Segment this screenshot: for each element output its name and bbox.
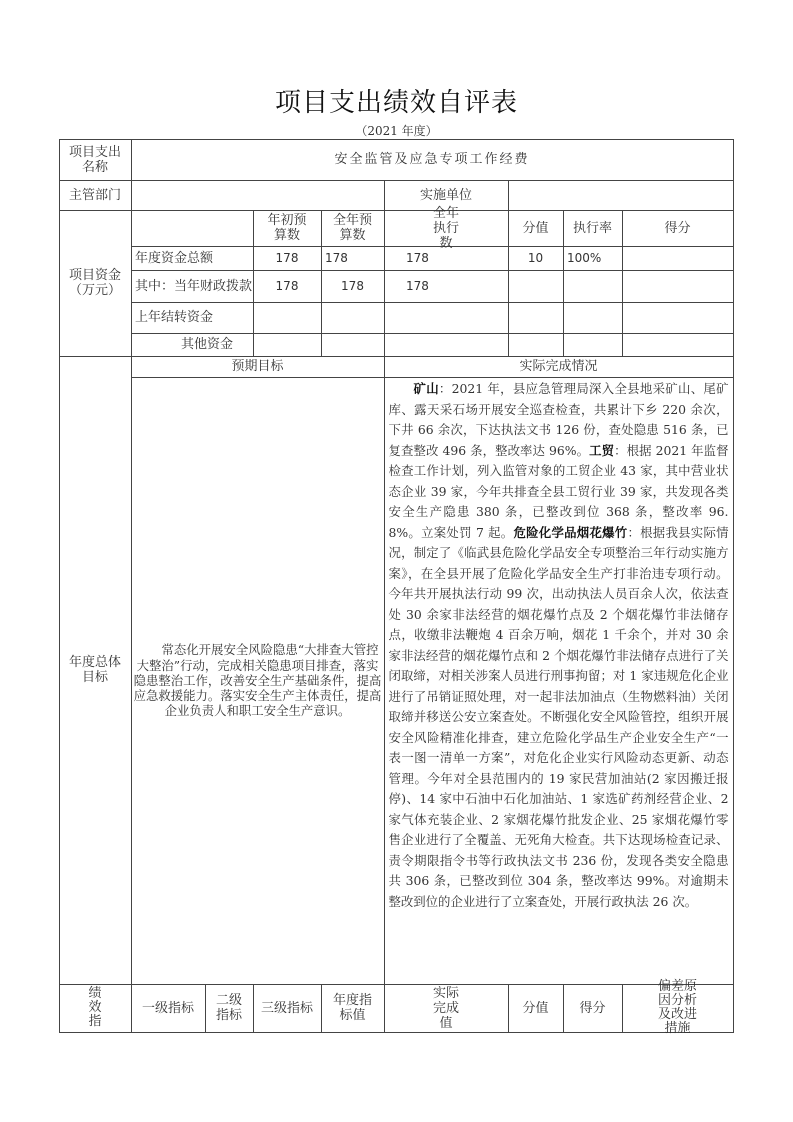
funds-row-score-value [508, 302, 564, 334]
funds-row-rate [563, 302, 623, 334]
funds-row-initial [253, 302, 322, 334]
funds-row-rate [563, 333, 623, 357]
actual-completion-text [385, 377, 733, 912]
dept-value [131, 180, 385, 211]
indicator-header-level3: 三级指标 [253, 984, 322, 1033]
indicator-header-score-value: 分值 [508, 984, 564, 1033]
project-name-label: 项目支出名称 [59, 139, 132, 181]
funds-row-executed [384, 333, 509, 357]
funds-row-label: 上年结转资金 [131, 302, 254, 334]
funds-header-annual: 全年预算数 [321, 210, 385, 247]
funds-row-executed: 178 [384, 246, 509, 271]
actual-completion-header: 实际完成情况 [384, 356, 734, 378]
chem-text: ：根据我县实际情况，制定了《临武县危险化学品安全专项整治三年行动实施方案》，在全县开展了危险化学品安全生产打非治违专项行动。今年共开展执法行动 99 次，出动执法人员百余人次，依法查处 30 余家非法经营的烟花爆竹点及 2 个烟花爆竹非法储存点，收缴非法鞭炮 4 百余万响，烟花 1 千余个，并对 30 余家非法经营的烟花爆竹点和 2 个烟花爆竹非法储存点进行了关闭取缔，对相关涉案人员进行刑事拘留；对 1 家违规危化企业进行了吊销证照处理，对一起非法加油点（生物燃料油）关闭取缔并移送公安立案查处。不断强化安全风险管控，组织开展安全风险精准化排查，建立危险化学品生产企业安全生产“一表一图一清单一方案”，对危化企业实行风险动态更新、动态管理。今年对全县范围内的 19 家民营加油站(2 家因搬迁报停)、14 家中石油中石化加油站、1 家选矿药剂经营企业、2 家气体充装企业、2 家烟花爆竹批发企业、25 家烟花爆竹零售企业进行了全覆盖、无死角大检查。共下达现场检查记录、责令期限指令书等行政执法文书 236 份，发现各类安全隐患共 306 条，已整改到位 304 条，整改率达 99%。对逾期未整改到位的企业进行了立案查处，开展行政执法 26 次。 [388, 524, 729, 909]
funds-row-executed [384, 302, 509, 334]
funds-header-initial: 年初预算数 [253, 210, 322, 247]
trade-text: ：根据 2021 年监督检查工作计划，列入监管对象的工贸企业 43 家，其中营业状态企业 39 家，今年共排查全县工贸行业 39 家，共发现各类安全生产隐患 380 条，已整改到位 368 条，整改率 96. 8%。立案处罚 7 起。 [388, 442, 729, 540]
funds-row-score-value: 10 [508, 246, 564, 271]
funds-row-score-value [508, 333, 564, 357]
chem-heading: 危险化学品烟花爆竹 [513, 524, 628, 540]
indicator-header-score: 得分 [563, 984, 623, 1033]
funds-row-score [622, 246, 734, 271]
expected-goal-header: 预期目标 [131, 356, 385, 378]
funds-row-initial: 178 [253, 270, 322, 303]
actual-completion-cell [384, 377, 734, 985]
funds-row-annual: 178 [321, 246, 385, 271]
dept-label: 主管部门 [59, 180, 132, 211]
expected-goal-text: 常态化开展安全风险隐患“大排查大管控大整治”行动，完成相关隐患项目排查，落实隐患整治工作，改善安全生产基础条件，提高应急救援能力。落实安全生产主体责任，提高企业负责人和职工安全生产意识。 [133, 642, 382, 719]
funds-row-annual: 178 [321, 270, 385, 303]
mine-heading: 矿山 [413, 381, 439, 396]
indicator-header-annual-target: 年度指标值 [321, 984, 385, 1033]
mine-text: ：2021 年，县应急管理局深入全县地采矿山、尾矿库、露天采石场开展安全巡查检查，共累计下乡 220 余次，下井 66 余次，下达执法文书 126 份，查处隐患 516 条，已复查整改 496 条，整改率达 96%。 [388, 381, 729, 458]
indicators-section-label: 绩效指 [59, 984, 132, 1033]
funds-row-label: 其他资金 [131, 333, 254, 357]
funds-row-score [622, 270, 734, 303]
expected-goal-cell [131, 377, 385, 985]
page-title: 项目支出绩效自评表 [274, 88, 518, 118]
impl-unit-value [508, 180, 734, 211]
funds-row-executed: 178 [384, 270, 509, 303]
trade-heading: 工贸 [589, 442, 615, 458]
funds-row-score [622, 302, 734, 334]
funds-row-label: 其中：当年财政拨款 [131, 270, 254, 303]
funds-row-annual [321, 302, 385, 334]
project-name-value: 安全监管及应急专项工作经费 [131, 139, 734, 181]
indicator-header-level2: 二级指标 [205, 984, 254, 1033]
funds-row-score [622, 333, 734, 357]
funds-header-score: 得分 [622, 210, 734, 247]
funds-row-rate: 100% [563, 246, 623, 271]
funds-section-label: 项目资金（万元） [59, 210, 132, 357]
funds-header-rate: 执行率 [563, 210, 623, 247]
funds-row-initial: 178 [253, 246, 322, 271]
funds-row-score-value [508, 270, 564, 303]
funds-row-rate [563, 270, 623, 303]
impl-unit-label: 实施单位 [384, 180, 509, 211]
goals-section-label: 年度总体目标 [59, 356, 132, 985]
funds-header-executed: 全年执行数 [384, 210, 509, 247]
funds-header-blank [131, 210, 254, 247]
page-subtitle-year: （2021 年度） [355, 124, 438, 138]
funds-row-annual [321, 333, 385, 357]
indicator-header-level1: 一级指标 [131, 984, 206, 1033]
funds-header-score-value: 分值 [508, 210, 564, 247]
indicator-header-deviation: 偏差原因分析及改进措施 [622, 984, 734, 1033]
funds-row-initial [253, 333, 322, 357]
indicator-header-actual-value: 实际完成值 [384, 984, 509, 1033]
funds-row-label: 年度资金总额 [131, 246, 254, 271]
